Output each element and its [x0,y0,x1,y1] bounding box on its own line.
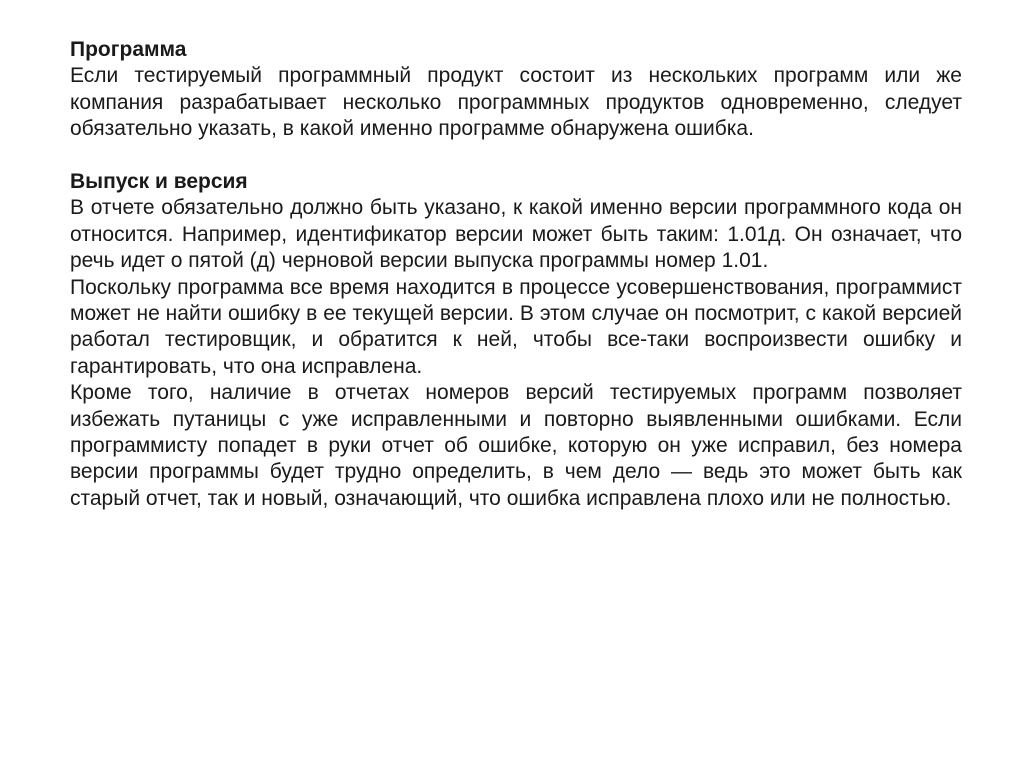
section-paragraph: Кроме того, наличие в отчетах номеров версий тестируемых программ позволяет избежать путаницы с уже исправленными и повторно выявленными ошибками. Если программисту попадет в руки отчет об ошибке, которую он уже исправил, без номера версии программы будет трудно определить, в чем дело — ведь это может быть как старый отчет, так и новый, означающий, что ошибка исправлена плохо или не полностью. [70,381,962,510]
section-spacer [70,143,962,169]
section-heading: Программа [70,38,187,61]
section-heading: Выпуск и версия [70,170,248,194]
section-paragraph: Если тестируемый программный продукт состоит из нескольких программ или же компания разрабатывает несколько программных продуктов одновременно, следует обязательно указать, в какой именно программе обнаружена ошибка. [70,64,962,141]
section-paragraph: Поскольку программа все время находится в процессе усовершенствования, программист может не найти ошибку в ее текущей версии. В этом случае он посмотрит, с какой версией работал тестировщик, и обратится к ней, чтобы все-таки воспроизвести ошибку и гарантировать, что она исправлена. [70,275,962,378]
section-program [70,37,962,143]
section-release-version [70,169,962,512]
slide-content [70,37,962,512]
section-paragraph: В отчете обязательно должно быть указано, к какой именно версии программного кода он относится. Например, идентификатор версии может быть таким: 1.01д. Он означает, что речь идет о пятой (д) черновой версии выпуска программы номер 1.01. [70,196,962,273]
